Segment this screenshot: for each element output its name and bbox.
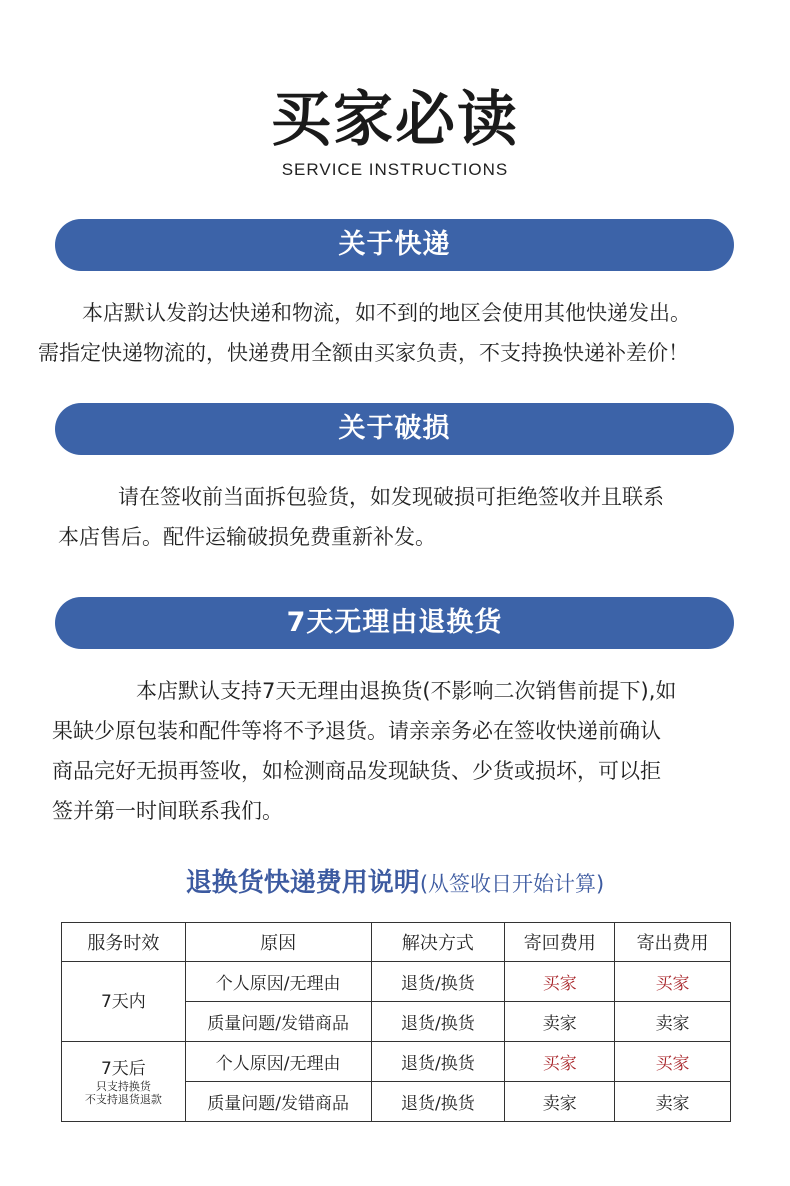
return-fee-cell: 买家: [505, 962, 615, 1002]
text-line: 本店售后。配件运输破损免费重新补发。: [58, 525, 436, 549]
header-cell: 解决方式: [371, 923, 505, 962]
period-cell: [62, 1042, 186, 1122]
section-banner-returns: 7天无理由退换货: [55, 597, 734, 649]
text-line: 本店默认支持7天无理由退换货(不影响二次销售前提下),如: [136, 679, 677, 703]
send-fee-cell: 买家: [615, 1042, 731, 1082]
solution-cell: 退货/换货: [371, 1002, 505, 1042]
solution-cell: 退货/换货: [371, 1042, 505, 1082]
text-line: 商品完好无损再签收，如检测商品发现缺货、少货或损坏，可以拒: [52, 759, 661, 783]
section-text-returns: [52, 671, 676, 831]
return-fee-cell: 卖家: [505, 1082, 615, 1122]
header-cell: 寄回费用: [505, 923, 615, 962]
table-header-row: [62, 923, 731, 962]
return-fee-cell: 买家: [505, 1042, 615, 1082]
send-fee-cell: 卖家: [615, 1082, 731, 1122]
page-title: 买家必读: [271, 85, 519, 155]
text-line: 签并第一时间联系我们。: [52, 799, 283, 823]
period-label: 7天后: [100, 1058, 146, 1079]
table-row: [62, 962, 731, 1002]
period-cell: [62, 962, 186, 1042]
section-text-damage: [58, 477, 664, 557]
period-label: 7天内: [100, 991, 146, 1012]
text-line: 果缺少原包装和配件等将不予退货。请亲亲务必在签收快递前确认: [52, 719, 661, 743]
text-line: 请在签收前当面拆包验货，如发现破损可拒绝签收并且联系: [118, 485, 664, 509]
reason-cell: 个人原因/无理由: [185, 1042, 371, 1082]
section-text-delivery: [38, 293, 691, 373]
cost-table: [61, 922, 731, 1122]
return-fee-cell: 卖家: [505, 1002, 615, 1042]
solution-cell: 退货/换货: [371, 962, 505, 1002]
reason-cell: 个人原因/无理由: [185, 962, 371, 1002]
header-cell: 原因: [185, 923, 371, 962]
header-cell: 服务时效: [62, 923, 186, 962]
header-cell: 寄出费用: [615, 923, 731, 962]
table-row: [62, 1042, 731, 1082]
page-subtitle: SERVICE INSTRUCTIONS: [281, 160, 509, 179]
cost-title-note: (从签收日开始计算): [419, 872, 605, 896]
period-note: 只支持换货: [95, 1079, 151, 1093]
send-fee-cell: 买家: [615, 962, 731, 1002]
reason-cell: 质量问题/发错商品: [185, 1002, 371, 1042]
section-banner-damage: 关于破损: [55, 403, 734, 455]
section-banner-delivery: 关于快递: [55, 219, 734, 271]
period-note: 不支持退货退款: [84, 1092, 162, 1106]
text-line: 需指定快递物流的，快递费用全额由买家负责，不支持换快递补差价！: [38, 341, 689, 365]
cost-table-title: [0, 862, 790, 899]
reason-cell: 质量问题/发错商品: [185, 1082, 371, 1122]
text-line: 本店默认发韵达快递和物流，如不到的地区会使用其他快递发出。: [82, 301, 691, 325]
solution-cell: 退货/换货: [371, 1082, 505, 1122]
cost-title-main: 退换货快递费用说明: [185, 868, 420, 898]
send-fee-cell: 卖家: [615, 1002, 731, 1042]
